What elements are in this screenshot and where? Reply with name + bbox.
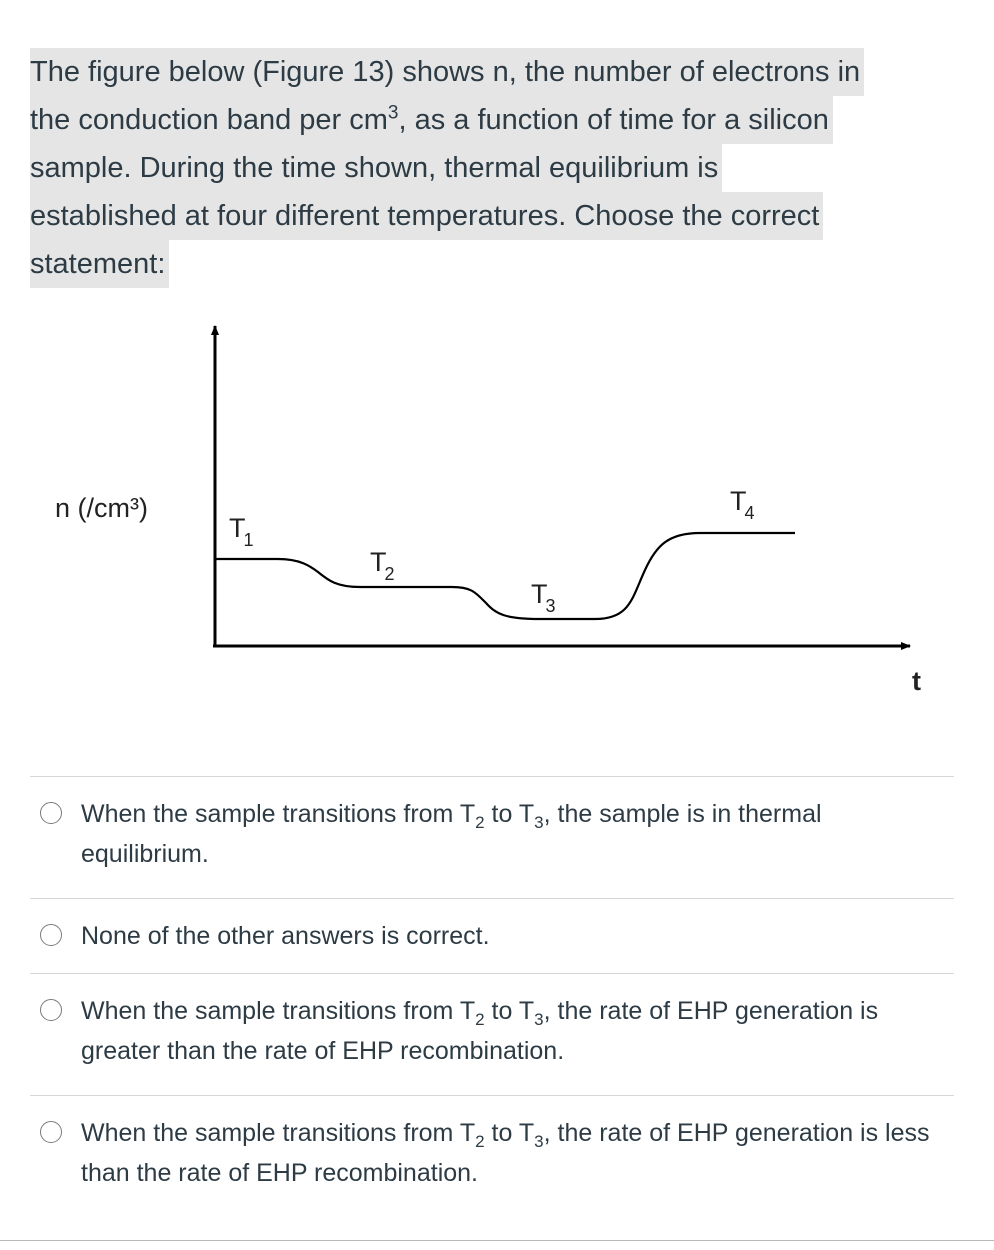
question-fragment: the conduction band per cm <box>30 104 388 136</box>
answer-text-part: , the rate of EHP generation is less than the rate of EHP recombination. <box>81 1119 930 1187</box>
answer-text-part: , the sample is in thermal equilibrium. <box>81 800 822 868</box>
subscript: 2 <box>475 813 485 832</box>
question-line: statement: <box>30 240 169 288</box>
answer-option-2[interactable] <box>30 898 954 973</box>
figure-13 <box>0 300 994 720</box>
answer-list <box>30 776 954 1217</box>
answer-text <box>81 1119 930 1187</box>
question-text <box>30 48 950 288</box>
answer-text-part: , the rate of EHP generation is greater than the rate of EHP recombination. <box>81 997 879 1065</box>
answer-text-part: When the sample transitions from T <box>81 800 476 828</box>
x-axis-label: t <box>912 666 921 696</box>
radio-button[interactable] <box>40 999 62 1021</box>
answer-text-part: to T <box>484 997 535 1025</box>
temp-label-t2: T2 <box>370 547 395 584</box>
subscript: 3 <box>534 1010 544 1029</box>
question-fragment: , as a function of time for a silicon <box>398 104 829 136</box>
subscript: 3 <box>534 813 544 832</box>
answer-text <box>81 800 822 868</box>
question-line: sample. During the time shown, thermal equilibrium is <box>30 144 722 192</box>
answer-option-1[interactable] <box>30 776 954 898</box>
answer-text-part: to T <box>484 800 535 828</box>
subscript: 2 <box>475 1132 485 1151</box>
subscript: 3 <box>534 1132 544 1151</box>
radio-button[interactable] <box>40 1121 62 1143</box>
answer-text <box>81 997 878 1065</box>
question-line: The figure below (Figure 13) shows n, the number of electrons in <box>30 48 864 96</box>
temp-label-t3: T3 <box>531 579 556 616</box>
answer-text-part: When the sample transitions from T <box>81 997 476 1025</box>
answer-option-3[interactable] <box>30 973 954 1095</box>
answer-text-part: When the sample transitions from T <box>81 1119 476 1147</box>
question-superscript: 3 <box>387 102 399 124</box>
n-vs-t-curve <box>215 533 795 619</box>
temp-label-t4: T4 <box>730 486 755 523</box>
temp-label-t1: T1 <box>229 513 254 550</box>
subscript: 2 <box>475 1010 485 1029</box>
radio-button[interactable] <box>40 802 62 824</box>
answer-text: None of the other answers is correct. <box>81 922 490 950</box>
figure-svg <box>0 300 994 720</box>
radio-button[interactable] <box>40 924 62 946</box>
y-axis-label: n (/cm³) <box>55 493 148 523</box>
answer-text-part: to T <box>484 1119 535 1147</box>
question-line <box>30 96 833 144</box>
bottom-divider <box>0 1240 994 1241</box>
question-line: established at four different temperatures. Choose the correct <box>30 192 823 240</box>
answer-option-4[interactable] <box>30 1095 954 1217</box>
